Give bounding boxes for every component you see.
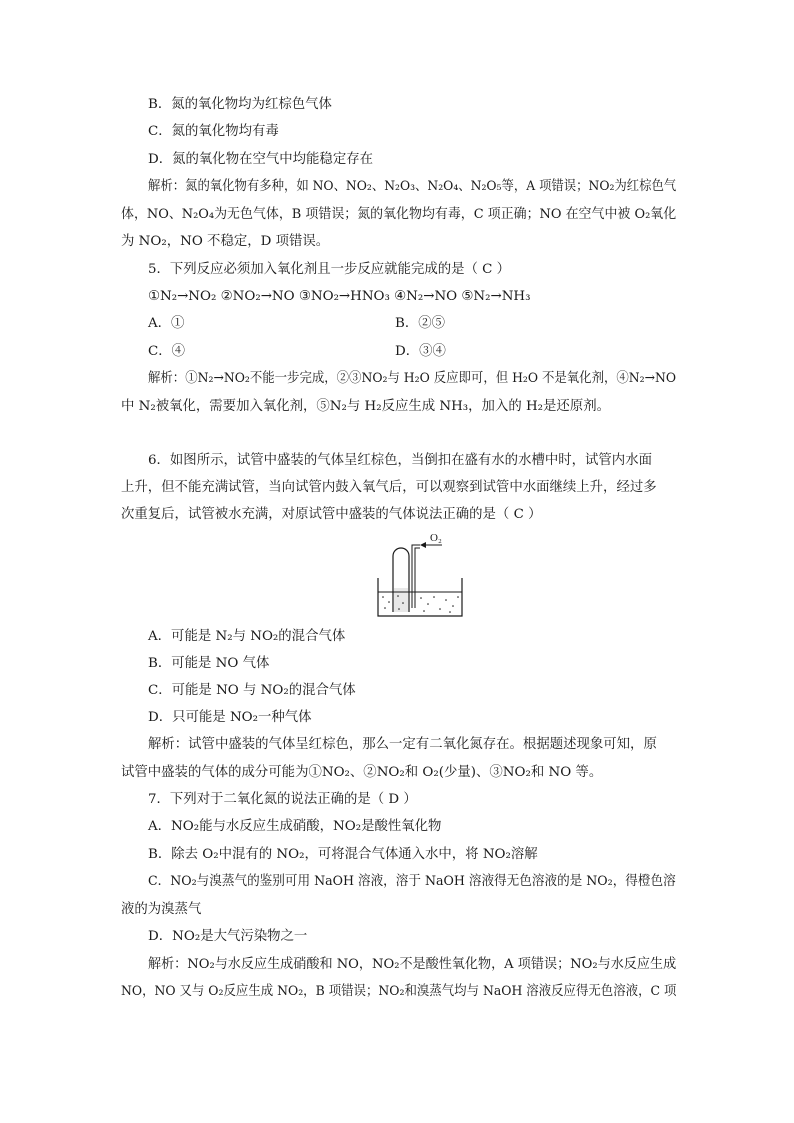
test-tube-diagram-svg: [376, 530, 486, 618]
q6-stem-line-3: 次重复后，试管被水充满，对原试管中盛装的气体说法正确的是（ C ）: [121, 507, 542, 522]
q6-explanation-line-1: 解析：试管中盛装的气体呈红棕色，那么一定有二氧化氮存在。根据题述现象可知，原: [148, 737, 657, 752]
q4-option-d: D．氮的氧化物在空气中均能稳定存在: [148, 152, 373, 167]
q5-option-b: B．②⑤: [395, 316, 446, 331]
q7-option-d: D．NO₂是大气污染物之一: [148, 929, 308, 944]
q7-explanation-line-2: NO，NO 又与 O₂反应生成 NO₂，B 项错误；NO₂和溴蒸气均与 NaOH 溶液反应得无色溶液，C 项: [121, 984, 677, 999]
q5-option-a: A．①: [148, 316, 185, 331]
q7-option-c-line-1: C．NO₂与溴蒸气的鉴别可用 NaOH 溶液，溶于 NaOH 溶液得无色溶液的是 NO₂，得橙色溶: [148, 874, 676, 889]
q6-explanation-line-2: 试管中盛装的气体的成分可能为①NO₂、②NO₂和 O₂(少量)、③NO₂和 NO 等。: [121, 765, 603, 780]
delivery-tube: [412, 545, 420, 608]
q7-stem: 7．下列对于二氧化氮的说法正确的是（ D ）: [148, 792, 417, 807]
oxygen-label: O₂: [430, 532, 442, 544]
q5-option-c: C．④: [148, 344, 186, 359]
q6-stem-line-1: 6．如图所示，试管中盛装的气体呈红棕色，当倒扣在盛有水的水槽中时，试管内水面: [148, 453, 652, 468]
q5-option-d: D．③④: [395, 344, 446, 359]
q7-option-b: B．除去 O₂中混有的 NO₂，可将混合气体通入水中，将 NO₂溶解: [148, 847, 538, 862]
q5-explanation-line-2: 中 N₂被氧化，需要加入氧化剂，⑤N₂与 H₂反应生成 NH₃，加入的 H₂是还原剂。: [121, 399, 610, 414]
q4-option-b: B．氮的氧化物均为红棕色气体: [148, 97, 332, 112]
water-dots: [382, 595, 459, 613]
water-trough: [378, 578, 462, 616]
q6-option-d: D．只可能是 NO₂一种气体: [148, 710, 312, 725]
test-tube-diagram: [376, 530, 486, 618]
oxygen-arrowhead: [420, 542, 426, 548]
q6-option-c: C．可能是 NO 与 NO₂的混合气体: [148, 683, 356, 698]
q4-explanation-line-2: 体，NO、N₂O₄为无色气体，B 项错误；氮的氧化物均有毒，C 项正确；NO 在空气中被 O₂氧化: [121, 207, 677, 222]
q4-explanation-line-3: 为 NO₂，NO 不稳定，D 项错误。: [121, 234, 330, 249]
q5-items: ①N₂→NO₂ ②NO₂→NO ③NO₂→HNO₃ ④N₂→NO ⑤N₂→NH₃: [148, 289, 531, 304]
q7-option-a: A．NO₂能与水反应生成硝酸，NO₂是酸性氧化物: [148, 819, 442, 834]
q7-option-c-line-2: 液的为溴蒸气: [121, 902, 202, 917]
delivery-tube-inner: [415, 548, 420, 608]
q5-stem: 5．下列反应必须加入氧化剂且一步反应就能完成的是（ C ）: [148, 262, 511, 277]
q4-explanation-line-1: 解析：氮的氧化物有多种，如 NO、NO₂、N₂O₃、N₂O₄、N₂O₅等，A 项错误；NO₂为红棕色气: [148, 179, 677, 194]
q6-option-b: B．可能是 NO 气体: [148, 656, 270, 671]
q5-explanation-line-1: 解析：①N₂→NO₂不能一步完成，②③NO₂与 H₂O 反应即可，但 H₂O 不是氧化剂，④N₂→NO: [148, 371, 677, 386]
q7-explanation-line-1: 解析：NO₂与水反应生成硝酸和 NO，NO₂不是酸性氧化物，A 项错误；NO₂与水反应生成: [148, 957, 677, 972]
q4-option-c: C．氮的氧化物均有毒: [148, 124, 279, 139]
q6-option-a: A．可能是 N₂与 NO₂的混合气体: [148, 629, 346, 644]
q6-stem-line-2: 上升，但不能充满试管，当向试管内鼓入氧气后，可以观察到试管中水面继续上升，经过多: [121, 480, 657, 495]
